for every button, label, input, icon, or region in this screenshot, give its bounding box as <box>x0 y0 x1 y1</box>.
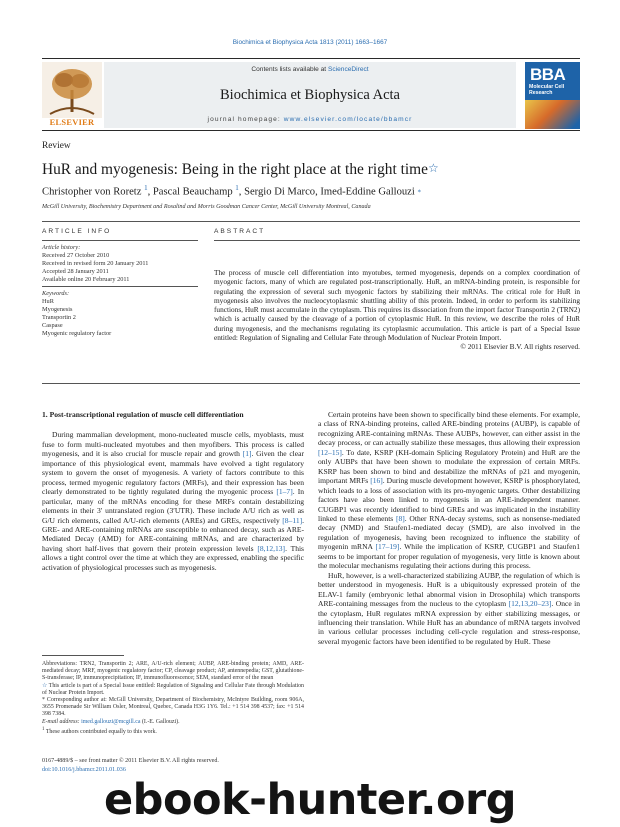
citation-link[interactable]: [8] <box>395 513 405 523</box>
email-link[interactable]: imed.gallouzi@mcgill.ca <box>81 718 141 725</box>
article-info-heading: ARTICLE INFO <box>42 228 112 235</box>
keyword: Transportin 2 <box>42 314 76 322</box>
left-column <box>42 410 304 572</box>
author-name[interactable]: Sergio Di Marco <box>244 186 316 198</box>
citation-link[interactable]: [12–15] <box>318 447 342 457</box>
text-run: . Once in the cytoplasm, HuR regulates mRNA expression by either stabilizing messages, or influencing their translation. While HuR has an abundance of mRNA targets involved in various cellular processes including cell-cycle regulation and stress-response, several myogenic factors have been identified to be regulated by HuR. These <box>318 599 580 646</box>
history-item: Accepted 28 January 2011 <box>42 268 109 276</box>
text-run: . In particular, many of the mRNAs encoding for these MRFs contain destabilizing elements in their 3′ untranslated region (3′UTR). These include A/U rich as well as G/U rich elements, called A/U-rich elements (AREs) and GREs, respectively <box>42 487 304 525</box>
footnote-mark: 1 <box>42 726 45 732</box>
text-run: . This allows a tight control over the time at which they are expressed, enabling the specific activation of physiological processes such as myogenesis. <box>42 543 304 572</box>
homepage-link[interactable]: www.elsevier.com/locate/bbamcr <box>283 116 413 123</box>
history-item: Available online 20 February 2011 <box>42 276 130 284</box>
text-run: Certain proteins have been shown to specifically bind these elements. For example, a class of RNA-binding proteins, called ARE-binding proteins (AUBP), is capable of recognizing ARE-containing mRNAs. These AUBPs, however, can either assist in the decay process, or can actually stabilize these messages, thus allowing their expression <box>318 410 580 448</box>
issn-line: 0167-4889/$ – see front matter © 2011 Elsevier B.V. All rights reserved. <box>42 758 219 764</box>
citation-link[interactable]: [1–7] <box>276 487 293 497</box>
text-run: . GRE- and ARE-containing mRNAs are susceptible to enhanced decay, such as ARE-Mediated Decay (AMD) for ARE-containing mRNAs, and are characterized by having short half-lives that govern their protein expression levels <box>42 515 304 553</box>
history-item: Received in revised form 20 January 2011 <box>42 260 149 268</box>
contents-line <box>104 66 516 73</box>
cover-subtitle: Molecular Cell Research <box>529 84 565 96</box>
text-run: . During muscle development however, KSRP is phosphorylated, which leads to a loss of association with its pro-myogenic targets. Other destabilizing factors have also been linked to myogenesis in an ARE-independent manner. CUGBP1 was recently identified to bind GREs and was implicated in the instability linked to these elements <box>318 476 580 523</box>
homepage-line <box>104 116 516 123</box>
author-mark[interactable]: 1 <box>144 184 148 192</box>
sciencedirect-link[interactable]: ScienceDirect <box>327 66 369 73</box>
keywords <box>42 290 202 339</box>
abstract-text: The process of muscle cell differentiation into myotubes, termed myogenesis, depends on a complex coordination of myogenic factors, many of which are regulated post-transcriptionally. HuR, an mRNA-binding protein, is responsible for regulating the expression of several such myogenic factors by stabilizing their mRNAs. The critical role for HuR in myogenesis also involves the nucleocytoplasmic shuttling ability of this protein. Indeed, in order to perform its stabilizing functions, HuR must accumulate in the cytoplasm. This requires its dissociation from the import factor Transportin 2 (TRN2) which is actually caused by the cleavage of a portion of cytoplasmic HuR. In this review, we describe the roles of HuR during myogenesis, and the mechanisms regulating its cytoplasmic accumulation. This article is part of a Special Issue entitled: Regulation of Signaling and Cellular Fate through Modulation of Nuclear Protein Import. <box>214 268 580 343</box>
history-label: Article history: <box>42 244 81 251</box>
watermark: ebook-hunter.org <box>104 775 516 825</box>
email-label: E-mail address: <box>42 718 82 725</box>
elsevier-logo[interactable] <box>42 62 102 128</box>
body-paragraph <box>318 410 580 571</box>
section-heading: 1. Post-transcriptional regulation of muscle cell differentiation <box>42 410 244 419</box>
citation-link[interactable]: [1] <box>242 449 252 459</box>
email-suffix: (I.-E. Gallouzi). <box>140 718 180 725</box>
citation-link[interactable]: [16] <box>370 476 383 486</box>
divider <box>42 286 198 287</box>
abbreviations-footnote: Abbreviations: TRN2, Transportin 2; ARE, A/U-rich element; AUBP, ARE-binding protein; AMD, ARE-mediated decay; MRF, myogenic regulatory factor; CP, cleavage product; AP, antennepedia; GST, glutathione-S-transferase; IP, immunoprecipitation; IF, immunofluorescence; SEM, standard error of the mean <box>42 661 304 682</box>
citation-link[interactable]: [8,12,13] <box>257 543 286 553</box>
title-star-icon[interactable]: ☆ <box>427 161 439 175</box>
corresponding-author-mark[interactable]: * <box>417 188 421 197</box>
elsevier-tree-icon <box>42 62 102 118</box>
text-run: HuR, however, is a well-characterized stabilizing AUBP, the regulation of which is better understood in myogenesis. HuR is a ubiquitously expressed protein of the ELAV-1 family (embryonic lethal abnormal vision in Drosophila) which transports ARE-containing messages from the nucleus to the cytoplasm <box>318 570 580 609</box>
body-paragraph <box>42 430 304 572</box>
divider <box>42 240 198 241</box>
cover-title: BBA <box>530 65 566 84</box>
footnote-star-icon: ☆ <box>42 682 48 689</box>
article-title <box>42 161 439 179</box>
author-mark[interactable]: 1 <box>235 184 239 192</box>
author-list: Christopher von Roretz $^1$, Pascal Beauchamp $^1$, Sergio Di Marco, Imed-Eddine Gallouzi * <box>42 184 421 198</box>
history-item: Received 27 October 2010 <box>42 252 110 260</box>
corresponding-footnote <box>42 697 304 719</box>
email-footnote <box>42 719 304 726</box>
text-run: . Given the clear importance of this physiological event, mammals have evolved a tight regulatory system to govern the onset of myogenesis. A variety of factors contribute to this process, termed myogenic regulatory factors (MRFs), and their expression has been clearly demonstrated to be tightly regulated during the myogenic process <box>42 449 304 497</box>
citation-link[interactable]: [8–11] <box>282 515 303 525</box>
footnote-text: This article is part of a Special Issue entitled: Regulation of Signaling and Cellular Fate through Modulation of Nuclear Protein Import. <box>42 682 305 696</box>
elsevier-wordmark: ELSEVIER <box>49 118 95 127</box>
footnote-text: These authors contributed equally to this work. <box>45 728 157 735</box>
author-name[interactable]: Imed-Eddine Gallouzi <box>320 186 415 198</box>
footnote-divider <box>42 655 124 656</box>
special-issue-footnote <box>42 683 304 697</box>
text-run: During mammalian development, mono-nucleated muscle cells, myoblasts, must fuse to form multi-nucleated myotubes and then myofibers. This process is called myogenesis, and it is also crucial for muscle repair and growth <box>42 430 304 459</box>
journal-cover[interactable] <box>525 62 580 129</box>
keyword: HuR <box>42 298 54 306</box>
homepage-prefix: journal homepage: <box>207 116 284 123</box>
author-name[interactable]: Pascal Beauchamp <box>152 186 233 198</box>
journal-name: Biochimica et Biophysica Acta <box>220 87 400 103</box>
divider <box>214 240 580 241</box>
keyword: Myogenesis <box>42 306 73 314</box>
masthead-center <box>104 62 516 128</box>
divider <box>42 221 580 222</box>
citation-link[interactable]: [12,13,20–23] <box>508 599 552 609</box>
abstract-heading: ABSTRACT <box>214 228 266 235</box>
citation-link[interactable]: [17–19] <box>375 542 400 552</box>
cover-stripe <box>525 100 580 129</box>
keyword: Caspase <box>42 322 63 330</box>
journal-masthead <box>42 58 580 131</box>
divider <box>42 383 580 384</box>
article-history <box>42 244 202 284</box>
author-name[interactable]: Christopher von Roretz <box>42 186 142 198</box>
text-run: . While the implication of KSRP, CUGBP1 and Staufen1 seems to be important for proper regulation of myogenesis, very little is known about the molecular mechanisms regulating their actions during this process. <box>318 542 580 571</box>
doi-line <box>42 767 126 773</box>
footnote-text: Corresponding author at: McGill University, Department of Biochemistry, McIntyre Building, room 906A, 3655 Promenade Sir William Osler, Montreal, Quebec, Canada H3G 1Y6. Tel.: +1 514 398 4537; fax: +1 514 398 7384. <box>42 697 304 718</box>
keyword: Myogenic regulatory factor <box>42 330 112 338</box>
article-title-text: HuR and myogenesis: Being in the right place at the right time <box>42 161 428 178</box>
footnote-mark: * <box>42 697 45 704</box>
right-column <box>318 410 580 646</box>
text-run: . To date, KSRP (KH-domain Splicing Regulatory Protein) and HuR are the only AUBPs that have been shown to modulate the expression of certain MRFs. KSRP has been shown to bind and destabilize the mRNAs of p21 and myogenin, important MRFs <box>318 447 580 486</box>
running-header[interactable]: Biochimica et Biophysica Acta 1813 (2011) 1663–1667 <box>232 39 388 46</box>
doi-link[interactable]: doi:10.1016/j.bbamcr.2011.01.036 <box>42 767 126 773</box>
body-paragraph <box>318 571 580 647</box>
footnotes <box>42 661 304 736</box>
affiliation: McGill University, Biochemistry Department and Rosalind and Morris Goodman Cancer Center, McGill University Montreal, Canada <box>42 204 371 210</box>
contents-prefix: Contents lists available at <box>251 66 328 73</box>
keywords-label: Keywords: <box>42 290 70 297</box>
copyright: © 2011 Elsevier B.V. All rights reserved. <box>460 342 580 352</box>
equal-contribution-footnote <box>42 726 304 736</box>
abstract <box>214 268 580 352</box>
article-type: Review <box>42 141 71 151</box>
text-run: . Other RNA-decay systems, such as nonsense-mediated decay (NMD) and Staufen1-mediated decay (SMD), are also involved in the regulation of myogenesis, having been recognized to influence the stability of myogenin mRNA <box>318 513 580 552</box>
